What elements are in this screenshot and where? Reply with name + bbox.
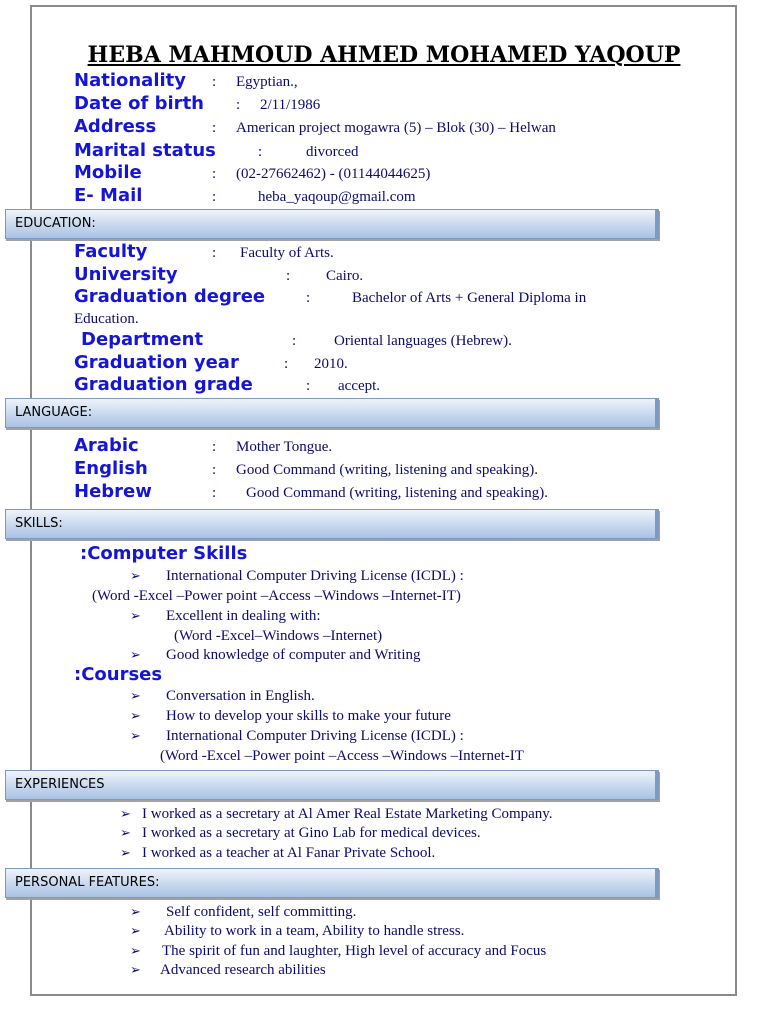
arrow-bullet-icon: ➢ — [130, 924, 141, 939]
separator: : — [306, 290, 311, 306]
arrow-bullet-icon: ➢ — [130, 963, 141, 978]
language-header — [5, 398, 659, 428]
marital-status-value: divorced — [306, 144, 359, 160]
list-item: (Word -Excel –Power point –Access –Windows –Internet-IT — [160, 748, 524, 764]
arabic-label: Arabic — [74, 435, 139, 456]
graduation-degree-value: Bachelor of Arts + General Diploma in — [352, 290, 587, 306]
separator: : — [212, 439, 217, 455]
list-item: International Computer Driving License (ICDL) : — [166, 568, 464, 584]
page-title: HEBA MAHMOUD AHMED MOHAMED YAQOUP — [87, 42, 681, 68]
mobile-label: Mobile — [74, 162, 142, 183]
list-item: Excellent in dealing with: — [166, 608, 321, 624]
nationality-label: Nationality — [74, 70, 186, 91]
address-label: Address — [74, 116, 157, 137]
arrow-bullet-icon: ➢ — [130, 609, 141, 624]
separator: : — [306, 378, 311, 394]
experiences-header — [5, 770, 659, 800]
list-item: Conversation in English. — [166, 688, 315, 704]
separator: : — [258, 144, 263, 160]
experiences-header-label: EXPERIENCES — [15, 777, 105, 792]
separator: : — [212, 120, 217, 136]
separator: : — [212, 74, 217, 90]
personal-features-header-label: PERSONAL FEATURES: — [15, 875, 160, 890]
list-item: International Computer Driving License (ICDL) : — [166, 728, 464, 744]
separator: : — [212, 462, 217, 478]
university-value: Cairo. — [326, 268, 364, 284]
list-item: I worked as a secretary at Gino Lab for medical devices. — [142, 825, 481, 841]
arrow-bullet-icon: ➢ — [130, 689, 141, 704]
language-header-label: LANGUAGE: — [15, 405, 93, 420]
arrow-bullet-icon: ➢ — [120, 846, 131, 861]
hebrew-label: Hebrew — [74, 481, 152, 502]
arrow-bullet-icon: ➢ — [120, 807, 131, 822]
separator: : — [212, 166, 217, 182]
list-item: Ability to work in a team, Ability to handle stress. — [164, 923, 465, 939]
graduation-grade-label: Graduation grade — [74, 374, 253, 395]
hebrew-value: Good Command (writing, listening and speaking). — [246, 485, 549, 501]
faculty-value: Faculty of Arts. — [240, 245, 334, 261]
list-item: I worked as a teacher at Al Fanar Private School. — [142, 845, 436, 861]
email-label: E- Mail — [74, 185, 143, 206]
arrow-bullet-icon: ➢ — [130, 944, 141, 959]
graduation-degree-label: Graduation degree — [74, 286, 266, 307]
dob-value: 2/11/1986 — [260, 97, 321, 113]
courses-heading: :Courses — [74, 664, 163, 685]
education-header — [5, 209, 659, 239]
graduation-degree-wrap: Education. — [74, 311, 139, 327]
graduation-year-value: 2010. — [314, 356, 348, 372]
arabic-value: Mother Tongue. — [236, 439, 333, 455]
arrow-bullet-icon: ➢ — [130, 729, 141, 744]
separator: : — [212, 245, 217, 261]
separator: : — [212, 485, 217, 501]
skills-header-label: SKILLS: — [15, 516, 63, 531]
dob-label: Date of birth — [74, 93, 204, 114]
marital-status-label: Marital status — [74, 140, 216, 161]
nationality-value: Egyptian., — [236, 74, 298, 90]
separator: : — [212, 189, 217, 205]
list-item: The spirit of fun and laughter, High level of accuracy and Focus — [162, 943, 547, 959]
graduation-grade-value: accept. — [338, 378, 381, 394]
faculty-label: Faculty — [74, 241, 148, 262]
list-item: Advanced research abilities — [160, 962, 326, 978]
department-label: Department — [81, 329, 204, 350]
english-value: Good Command (writing, listening and speaking). — [236, 462, 539, 478]
computer-skills-heading: :Computer Skills — [80, 543, 248, 564]
department-value: Oriental languages (Hebrew). — [334, 333, 512, 349]
list-item: Good knowledge of computer and Writing — [166, 647, 421, 663]
list-item: Self confident, self committing. — [166, 904, 357, 920]
graduation-year-label: Graduation year — [74, 352, 239, 373]
mobile-value: (02-27662462) - (01144044625) — [236, 166, 431, 182]
university-label: University — [74, 264, 178, 285]
separator: : — [286, 268, 291, 284]
education-header-label: EDUCATION: — [15, 216, 96, 231]
list-item: (Word -Excel–Windows –Internet) — [174, 628, 383, 644]
separator: : — [284, 356, 289, 372]
list-item: (Word -Excel –Power point –Access –Windows –Internet-IT) — [92, 588, 461, 604]
email-value: heba_yaqoup@gmail.com — [258, 189, 416, 205]
arrow-bullet-icon: ➢ — [130, 709, 141, 724]
arrow-bullet-icon: ➢ — [120, 826, 131, 841]
arrow-bullet-icon: ➢ — [130, 905, 141, 920]
personal-features-header — [5, 868, 659, 898]
separator: : — [292, 333, 297, 349]
arrow-bullet-icon: ➢ — [130, 648, 141, 663]
arrow-bullet-icon: ➢ — [130, 569, 141, 584]
list-item: I worked as a secretary at Al Amer Real Estate Marketing Company. — [142, 806, 553, 822]
skills-header — [5, 509, 659, 539]
address-value: American project mogawra (5) – Blok (30) – Helwan — [236, 120, 556, 136]
separator: : — [236, 97, 241, 113]
list-item: How to develop your skills to make your future — [166, 708, 451, 724]
english-label: English — [74, 458, 148, 479]
